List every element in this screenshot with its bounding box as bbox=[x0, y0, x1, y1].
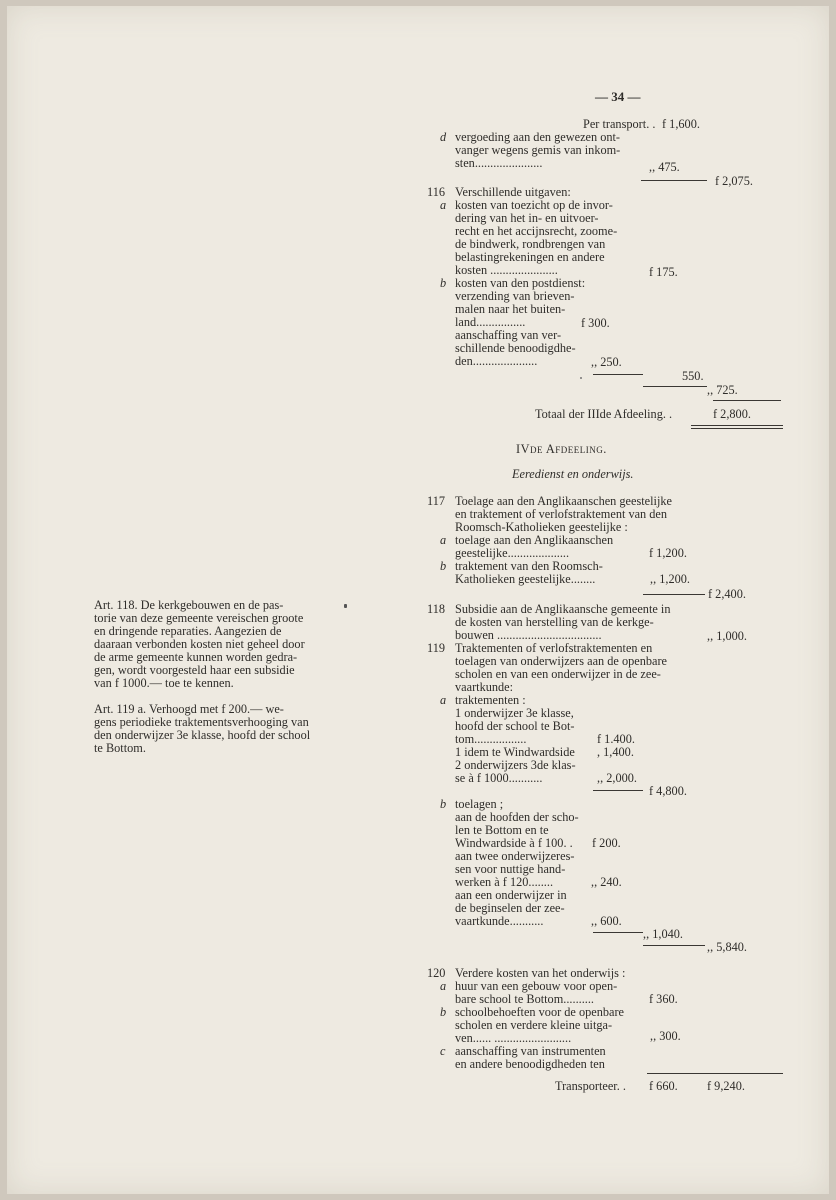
art119-b-line-5: sen voor nuttige hand- bbox=[455, 862, 566, 876]
art119-b-line-8: de beginselen der zee- bbox=[455, 901, 565, 915]
art119-b-amount-2: ,, 240. bbox=[591, 875, 622, 889]
art116-b-line-2: verzending van brieven- bbox=[455, 289, 575, 303]
art119-number: 119 bbox=[427, 641, 445, 655]
double-rule bbox=[691, 425, 783, 429]
art117-a-letter: a bbox=[440, 533, 447, 547]
art116-b-amount-1: f 300. bbox=[581, 316, 610, 330]
item-d-line-2: vanger wegens gemis van inkom- bbox=[455, 143, 621, 157]
art119-b-line-4: aan twee onderwijzeres- bbox=[455, 849, 575, 863]
art118-total: ,, 1,000. bbox=[707, 629, 747, 643]
art119-b-line-9: vaartkunde........... bbox=[455, 914, 544, 928]
totaal-iii-amount: f 2,800. bbox=[713, 407, 751, 421]
art120-b-amount: ,, 300. bbox=[650, 1029, 681, 1043]
note-art119-line-4: te Bottom. bbox=[94, 741, 146, 755]
art116-b-amount-2: ,, 250. bbox=[591, 355, 622, 369]
art119-b-line-6: werken à f 120........ bbox=[455, 875, 554, 889]
art116-b-line-5: aanschaffing van ver- bbox=[455, 328, 562, 342]
art119-b-line-2: len te Bottom en te bbox=[455, 823, 549, 837]
art119-line-3: scholen en van een onderwijzer in de zee- bbox=[455, 667, 661, 681]
art120-c-letter: c bbox=[440, 1044, 446, 1058]
per-transport-amount: f 1,600. bbox=[662, 117, 700, 131]
art116-a-line-3: recht en het accijnsrecht, zoome- bbox=[455, 224, 618, 238]
art119-a-amount-2: , 1,400. bbox=[597, 745, 634, 759]
note-art119-line-1: Art. 119 a. Verhoogd met f 200.— we- bbox=[94, 702, 284, 716]
art116-b-sum: 550. bbox=[682, 369, 704, 383]
art116-a-amount: f 175. bbox=[649, 265, 678, 279]
ink-speck bbox=[344, 604, 347, 608]
art117-a-line-1: toelage aan den Anglikaanschen bbox=[455, 533, 614, 547]
art119-a-line-3: tom................. bbox=[455, 732, 527, 746]
art116-b-line-7: den..................... bbox=[455, 354, 538, 368]
art116-a-line-5: belastingrekeningen en andere bbox=[455, 250, 605, 264]
note-art119-line-3: den onderwijzer 3e klasse, hoofd der school bbox=[94, 728, 311, 742]
art117-line-1: Toelage aan den Anglikaanschen geestelijke bbox=[455, 494, 672, 508]
rule bbox=[647, 1073, 783, 1074]
section-title: IVde Afdeeling. bbox=[516, 442, 607, 456]
item-d-amount: ,, 475. bbox=[649, 160, 680, 174]
note-art118-line-2: torie van deze gemeente vereischen groote bbox=[94, 611, 304, 625]
art119-b-letter: b bbox=[440, 797, 447, 811]
rule bbox=[641, 180, 707, 181]
art117-b-amount: ,, 1,200. bbox=[650, 572, 690, 586]
art116-total: ,, 725. bbox=[707, 383, 738, 397]
item-d-line-3: sten...................... bbox=[455, 156, 543, 170]
rule bbox=[593, 374, 643, 375]
section-subtitle: Eeredienst en onderwijs. bbox=[512, 467, 634, 481]
art116-b-letter: b bbox=[440, 276, 447, 290]
art116-b-line-4: land................ bbox=[455, 315, 526, 329]
art120-c-line-2: en andere benoodigdheden ten bbox=[455, 1057, 605, 1071]
transporteer-amount-1: f 660. bbox=[649, 1079, 678, 1093]
note-art118-line-6: gen, wordt voorgesteld haar een subsidie bbox=[94, 663, 295, 677]
rule bbox=[713, 400, 781, 401]
art120-b-line-2: scholen en verdere kleine uitga- bbox=[455, 1018, 613, 1032]
note-art118-line-5: de arme gemeente kunnen worden gedra- bbox=[94, 650, 298, 664]
art118-number: 118 bbox=[427, 602, 445, 616]
art117-b-line-1: traktement van den Roomsch- bbox=[455, 559, 603, 573]
art119-total: ,, 5,840. bbox=[707, 940, 747, 954]
art117-b-letter: b bbox=[440, 559, 447, 573]
art119-a-line-2: hoofd der school te Bot- bbox=[455, 719, 575, 733]
art120-a-line-2: bare school te Bottom.......... bbox=[455, 992, 595, 1006]
item-d-line-1: vergoeding aan den gewezen ont- bbox=[455, 130, 621, 144]
art116-b-line-3: malen naar het buiten- bbox=[455, 302, 566, 316]
art117-line-2: en traktement of verlofstraktement van den bbox=[455, 507, 668, 521]
transporteer-label: Transporteer. . bbox=[555, 1079, 626, 1093]
art120-b-line-3: ven...... ......................... bbox=[455, 1031, 572, 1045]
art119-a-line-5: 2 onderwijzers 3de klas- bbox=[455, 758, 576, 772]
art118-line-1: Subsidie aan de Anglikaansche gemeente in bbox=[455, 602, 671, 616]
art119-line-2: toelagen van onderwijzers aan de openbare bbox=[455, 654, 668, 668]
art117-total: f 2,400. bbox=[708, 587, 746, 601]
art116-b-line-6: schillende benoodigdhe- bbox=[455, 341, 576, 355]
art119-b-line-7: aan een onderwijzer in bbox=[455, 888, 567, 902]
ink-speck bbox=[580, 377, 582, 379]
art119-a-amount-3: ,, 2,000. bbox=[597, 771, 637, 785]
document-page bbox=[7, 6, 829, 1194]
art116-a-line-6: kosten ...................... bbox=[455, 263, 558, 277]
art120-b-letter: b bbox=[440, 1005, 447, 1019]
art119-a-line-1: 1 onderwijzer 3e klasse, bbox=[455, 706, 574, 720]
rule bbox=[593, 790, 643, 791]
art120-a-line-1: huur van een gebouw voor open- bbox=[455, 979, 618, 993]
art119-b-line-3: Windwardside à f 100. . bbox=[455, 836, 573, 850]
note-art118-line-1: Art. 118. De kerkgebouwen en de pas- bbox=[94, 598, 284, 612]
art116-title: Verschillende uitgaven: bbox=[455, 185, 571, 199]
item-d-total: f 2,075. bbox=[715, 174, 753, 188]
art120-number: 120 bbox=[427, 966, 446, 980]
art119-b-sum: ,, 1,040. bbox=[643, 927, 683, 941]
transporteer-amount-2: f 9,240. bbox=[707, 1079, 745, 1093]
page-number: — 34 — bbox=[595, 89, 641, 104]
art120-a-letter: a bbox=[440, 979, 447, 993]
art119-a-sum: f 4,800. bbox=[649, 784, 687, 798]
art118-line-3: bouwen .................................. bbox=[455, 628, 602, 642]
art120-title: Verdere kosten van het onderwijs : bbox=[455, 966, 626, 980]
art119-b-amount-1: f 200. bbox=[592, 836, 621, 850]
art117-line-3: Roomsch-Katholieken geestelijke : bbox=[455, 520, 628, 534]
art116-a-line-2: dering van het in- en uitvoer- bbox=[455, 211, 599, 225]
art116-a-line-4: de bindwerk, rondbrengen van bbox=[455, 237, 606, 251]
rule bbox=[643, 386, 707, 387]
item-d-letter: d bbox=[440, 130, 447, 144]
note-art119-line-2: gens periodieke traktementsverhooging van bbox=[94, 715, 309, 729]
art117-number: 117 bbox=[427, 494, 445, 508]
art119-b-amount-3: ,, 600. bbox=[591, 914, 622, 928]
art119-line-4: vaartkunde: bbox=[455, 680, 514, 694]
art120-c-line-1: aanschaffing van instrumenten bbox=[455, 1044, 606, 1058]
rule bbox=[643, 945, 705, 946]
art117-b-line-2: Katholieken geestelijke........ bbox=[455, 572, 596, 586]
art119-a-line-4: 1 idem te Windwardside bbox=[455, 745, 575, 759]
art116-a-line-1: kosten van toezicht op de invor- bbox=[455, 198, 613, 212]
art119-b-head: toelagen ; bbox=[455, 797, 504, 811]
art119-line-1: Traktementen of verlofstraktementen en bbox=[455, 641, 653, 655]
art117-a-amount: f 1,200. bbox=[649, 546, 687, 560]
rule bbox=[643, 594, 705, 595]
art119-a-letter: a bbox=[440, 693, 447, 707]
art119-a-head: traktementen : bbox=[455, 693, 526, 707]
art116-number: 116 bbox=[427, 185, 445, 199]
note-art118-line-7: van f 1000.— toe te kennen. bbox=[94, 676, 234, 690]
rule bbox=[593, 932, 643, 933]
art116-a-letter: a bbox=[440, 198, 447, 212]
per-transport-label: Per transport. . bbox=[583, 117, 656, 131]
art118-line-2: de kosten van herstelling van de kerkge- bbox=[455, 615, 654, 629]
art120-b-line-1: schoolbehoeften voor de openbare bbox=[455, 1005, 625, 1019]
art117-a-line-2: geestelijke.................... bbox=[455, 546, 570, 560]
note-art118-line-3: en dringende reparaties. Aangezien de bbox=[94, 624, 282, 638]
art119-b-line-1: aan de hoofden der scho- bbox=[455, 810, 579, 824]
art119-a-amount-1: f 1.400. bbox=[597, 732, 635, 746]
totaal-iii-label: Totaal der IIIde Afdeeling. . bbox=[535, 407, 673, 421]
art120-a-amount: f 360. bbox=[649, 992, 678, 1006]
art116-b-line-1: kosten van den postdienst: bbox=[455, 276, 586, 290]
note-art118-line-4: daaraan verbonden kosten niet geheel door bbox=[94, 637, 305, 651]
art119-a-line-6: se à f 1000........... bbox=[455, 771, 543, 785]
